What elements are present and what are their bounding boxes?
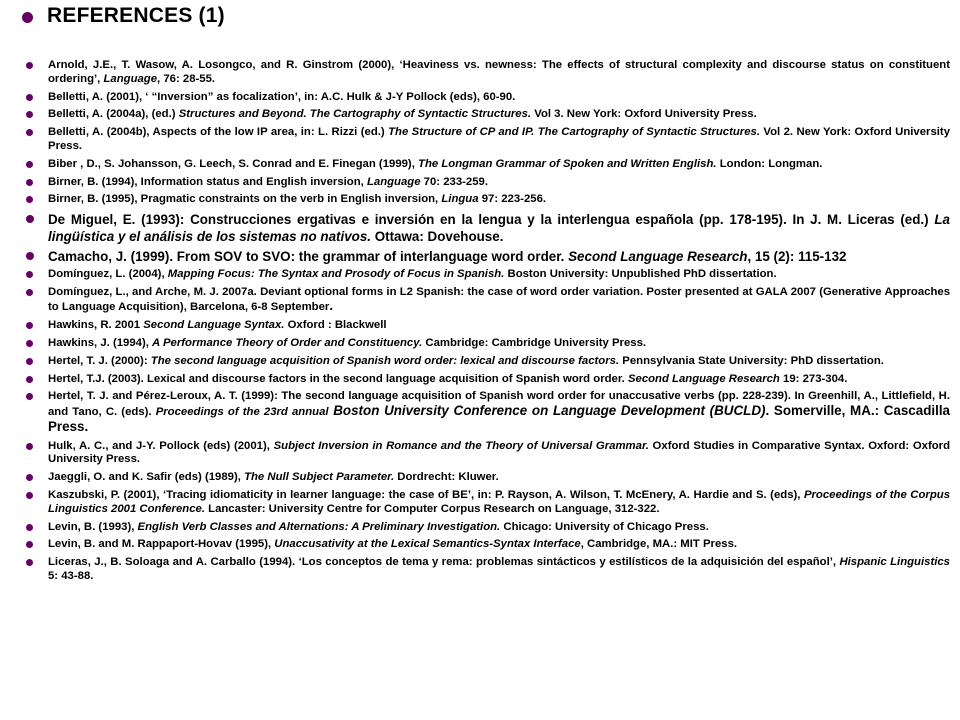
reference-text: Camacho, J. (1999). From SOV to SVO: the grammar of interlanguage word order.: [48, 249, 569, 264]
page-title: REFERENCES (1): [47, 4, 225, 27]
reference-text: De Miguel, E. (1993): Construcciones ergativas e inversión en la lengua y la interlengua española (pp. 178-195). In J. M. Liceras (ed.): [48, 212, 935, 228]
reference-text: Levin, B. and M. Rappaport-Hovav (1995),: [48, 538, 275, 551]
bullet-icon: [26, 111, 33, 118]
reference-text: Boston University: Unpublished PhD dissertation.: [504, 267, 777, 280]
reference-item: [26, 248, 950, 265]
reference-italic-text: The Longman Grammar of Spoken and Written English.: [418, 157, 717, 170]
reference-item: [26, 390, 950, 435]
reference-text: 19: 273-304.: [779, 372, 848, 385]
bullet-icon: [26, 559, 33, 566]
reference-item: [26, 521, 950, 535]
bullet-icon: [26, 524, 33, 531]
reference-italic-text: Second Language Research: [568, 249, 748, 264]
reference-text: . Somerville, MA.: Cascadilla Press.: [48, 403, 950, 434]
reference-item: [26, 440, 950, 467]
reference-text: Hawkins, J. (1994),: [48, 336, 153, 349]
reference-item: [26, 268, 950, 282]
reference-text: 5: 43-88.: [48, 570, 94, 583]
reference-item: [26, 158, 950, 172]
title-bullet-icon: [22, 12, 33, 23]
bullet-icon: [26, 179, 33, 186]
bullet-icon: [26, 94, 33, 101]
reference-item: [26, 126, 950, 153]
reference-item: [26, 176, 950, 190]
reference-text: Belletti, A. (2004a), (ed.): [48, 108, 179, 121]
reference-text: Hulk, A. C., and J-Y. Pollock (eds) (2001),: [48, 439, 274, 452]
reference-italic-text: The second language acquisition of Spanish word order: lexical and discourse factors.: [150, 354, 620, 367]
reference-italic-text: English Verb Classes and Alternations: A Preliminary Investigation.: [137, 520, 501, 533]
bullet-icon: [26, 322, 33, 329]
reference-text: Birner, B. (1995), Pragmatic constraints on the verb in English inversion,: [48, 193, 442, 206]
bullet-icon: [26, 252, 34, 260]
reference-text: Kaszubski, P. (2001), ‘Tracing idiomaticity in learner language: the case of BE’, in: P. Rayson, A. Wilson, T. McEnery, A. Hardie and S. (eds),: [48, 489, 804, 502]
reference-italic-text: Structures and Beyond. The Cartography of Syntactic Structures.: [178, 108, 532, 121]
bullet-icon: [26, 340, 33, 347]
reference-text: Lancaster: University Centre for Computer Corpus Research on Language, 312-322.: [204, 502, 660, 515]
reference-italic-text: The Null Subject Parameter.: [244, 471, 395, 484]
reference-text: Vol 2. New York: Oxford University Press.: [48, 126, 950, 152]
reference-italic-text: Language: [366, 175, 421, 188]
reference-text: Biber , D., S. Johansson, G. Leech, S. Conrad and E. Finegan (1999),: [48, 157, 419, 170]
reference-text: Hertel, T. J. and Pérez-Leroux, A. T. (1999): The second language acquisition of Spanish word order for unaccusative verbs (pp. 228-239). In Greenhill, A., Littlefield, H. and Tano, C. (eds).: [48, 390, 950, 419]
reference-text: Hertel, T.J. (2003). Lexical and discourse factors in the second language acquisition of Spanish word order.: [48, 372, 628, 385]
bullet-icon: [26, 215, 34, 223]
reference-italic-text: Subject Inversion in Romance and the Theory of Universal Grammar.: [273, 439, 649, 452]
reference-italic-text: Lingua: [441, 193, 479, 206]
bullet-icon: [26, 271, 33, 278]
reference-text: London: Longman.: [716, 157, 823, 170]
reference-italic-text: Proceedings of the Corpus Linguistics 2001 Conference.: [48, 489, 950, 515]
reference-text: .: [329, 298, 334, 314]
reference-item: [26, 108, 950, 122]
reference-text: Birner, B. (1994), Information status and English inversion,: [48, 175, 367, 188]
reference-text: Hertel, T. J. (2000):: [48, 354, 151, 367]
reference-text: Vol 3. New York: Oxford University Press.: [531, 108, 757, 121]
reference-text: , 76: 28-55.: [157, 72, 216, 85]
reference-item: [26, 556, 950, 583]
bullet-icon: [26, 358, 33, 365]
reference-text: , Cambridge, MA.: MIT Press.: [580, 538, 738, 551]
reference-item: [26, 193, 950, 207]
reference-text: , 15 (2): 115-132: [747, 249, 847, 264]
bullet-icon: [26, 62, 33, 69]
reference-text: Liceras, J., B. Soloaga and A. Carballo (1994). ‘Los conceptos de tema y rema: problemas sintácticos y estilísticos de la adquisición del español’,: [48, 556, 840, 569]
reference-text: Domínguez, L., and Arche, M. J. 2007a. Deviant optional forms in L2 Spanish: the case of word order variation. Poster presented at GALA 2007 (Generative Approaches to Language Acquisition), Barcelona, 6-8 September: [48, 285, 950, 314]
reference-item: [26, 337, 950, 351]
reference-item: [26, 538, 950, 552]
reference-italic-text: Mapping Focus: The Syntax and Prosody of Focus in Spanish.: [167, 267, 505, 280]
reference-italic-text: A Performance Theory of Order and Constituency.: [152, 336, 423, 349]
reference-italic-text: Unaccusativity at the Lexical Semantics-Syntax Interface: [274, 538, 581, 551]
reference-text: Hawkins, R. 2001: [48, 319, 144, 332]
reference-text: Oxford Studies in Comparative Syntax. Oxford: Oxford University Press.: [48, 439, 950, 466]
bullet-icon: [26, 443, 33, 450]
reference-italic-text: Second Language Research: [627, 372, 780, 385]
reference-text: Belletti, A. (2001), ‘ “Inversion” as focalization’, in: A.C. Hulk & J-Y Pollock (eds), 60-90.: [48, 90, 516, 103]
reference-text: Oxford : Blackwell: [284, 319, 387, 332]
reference-item: [26, 59, 950, 86]
bullet-icon: [26, 196, 33, 203]
reference-text: Cambridge: Cambridge University Press.: [422, 336, 647, 349]
reference-text: Pennsylvania State University: PhD dissertation.: [619, 354, 884, 367]
reference-italic-text: Boston University Conference on Language Development (BUCLD): [328, 403, 766, 419]
bullet-icon: [26, 129, 33, 136]
reference-italic-text: Language: [103, 72, 158, 85]
reference-italic-text: Second Language Syntax.: [143, 319, 285, 332]
reference-item: [26, 91, 950, 105]
reference-italic-text: La lingüística y el análisis de los sistemas no nativos.: [48, 212, 950, 245]
reference-text: Belletti, A. (2004b), Aspects of the low IP area, in: L. Rizzi (ed.): [48, 126, 389, 139]
title-row: [22, 4, 225, 28]
reference-text: 97: 223-256.: [478, 193, 547, 206]
reference-italic-text: Hispanic Linguistics: [839, 556, 950, 569]
reference-text: Domínguez, L. (2004),: [48, 267, 168, 280]
reference-list: [26, 59, 950, 588]
bullet-icon: [26, 161, 33, 168]
reference-item: [26, 319, 950, 333]
reference-italic-text: Proceedings of the 23rd annual: [155, 406, 329, 419]
reference-text: Dordrecht: Kluwer.: [394, 471, 499, 484]
bullet-icon: [26, 376, 33, 383]
reference-text: Arnold, J.E., T. Wasow, A. Losongco, and R. Ginstrom (2000), ‘Heaviness vs. newness: The effects of structural complexity and discourse status on constituent ordering’,: [48, 59, 950, 85]
reference-item: [26, 355, 950, 369]
reference-text: Chicago: University of Chicago Press.: [500, 520, 709, 533]
bullet-icon: [26, 289, 33, 296]
reference-italic-text: The Structure of CP and IP. The Cartography of Syntactic Structures.: [388, 126, 760, 139]
bullet-icon: [26, 492, 33, 499]
reference-text: Levin, B. (1993),: [48, 520, 138, 533]
bullet-icon: [26, 393, 33, 400]
reference-item: [26, 286, 950, 315]
reference-text: 70: 233-259.: [420, 175, 489, 188]
reference-item: [26, 373, 950, 387]
reference-text: Ottawa: Dovehouse.: [370, 229, 504, 245]
bullet-icon: [26, 541, 33, 548]
bullet-icon: [26, 474, 33, 481]
reference-item: [26, 489, 950, 516]
reference-text: Jaeggli, O. and K. Safir (eds) (1989),: [48, 471, 245, 484]
reference-item: [26, 211, 950, 245]
reference-item: [26, 471, 950, 485]
